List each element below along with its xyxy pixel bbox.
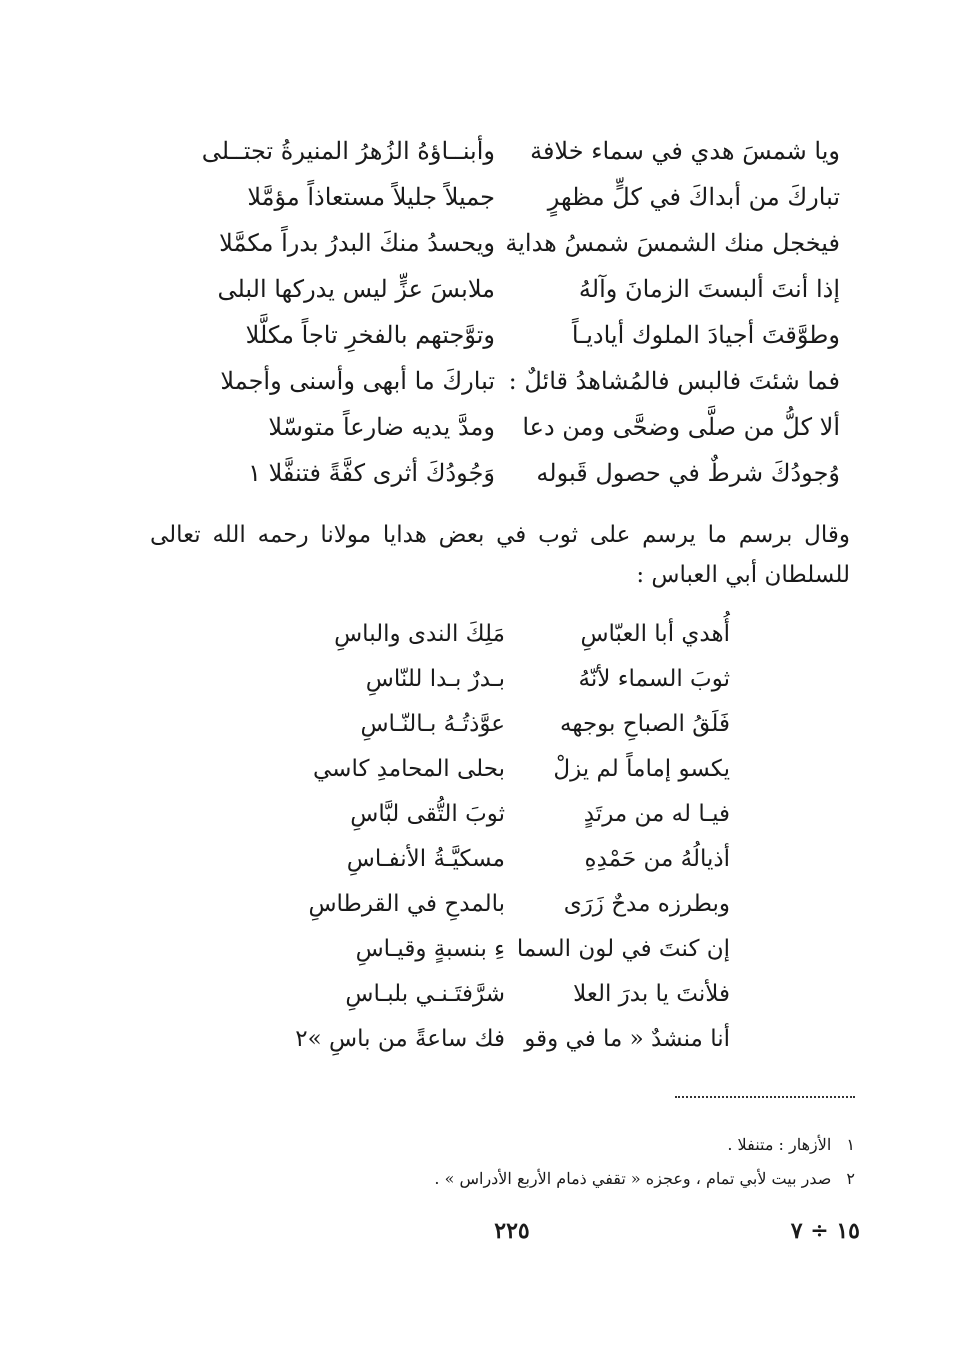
verse-line xyxy=(290,657,730,702)
verse-second-hemistich: بالمدحِ في القرطاسِ xyxy=(308,891,505,917)
verse-line xyxy=(190,358,840,404)
prose-paragraph xyxy=(150,515,850,595)
verse-line xyxy=(190,312,840,358)
verse-line xyxy=(190,450,840,496)
verse-first-hemistich: أنا منشدٌ « ما في وقو xyxy=(524,1026,730,1052)
page-number: ٢٢٥ xyxy=(494,1218,530,1244)
footnote xyxy=(300,1162,855,1196)
verse-line xyxy=(190,220,840,266)
verse-first-hemistich: وبطرزه مدحٌ زَرَى xyxy=(563,891,730,917)
verse-second-hemistich: جميلاً جليلاً مستعاذاً مؤمَّلا xyxy=(247,183,495,211)
verse-second-hemistich: ثوبَ التُّقى لبَّاسِ xyxy=(350,801,505,827)
verse-second-hemistich: ملابسَ عزٍّ ليس يدركها البلى xyxy=(217,275,495,303)
verse-first-hemistich: فلأنتَ يا بدرَ العلا xyxy=(573,981,730,1007)
verse-line xyxy=(190,266,840,312)
footnote-number: ٢ xyxy=(846,1169,855,1188)
verse-first-hemistich: أذيالُهُ من حَمْدِهِ xyxy=(584,846,730,872)
footnote xyxy=(300,1128,855,1162)
verse-second-hemistich: بـدرٌ بـدا للنّاسِ xyxy=(365,666,505,692)
verse-line xyxy=(290,612,730,657)
verse-first-hemistich: إن كنتَ في لون السما xyxy=(516,936,730,962)
verse-second-hemistich: بحلى المحامدِ كاسي xyxy=(313,756,505,782)
verse-first-hemistich: أُهدي أبا العبّاسِ xyxy=(580,621,730,647)
verse-first-hemistich: وُجودُكَ شرطٌ في حصول قَبوله xyxy=(536,459,840,487)
verse-second-hemistich: ويحسدُ منكَ البدرُ بدراً مكمَّلا xyxy=(219,229,495,257)
verse-line xyxy=(190,404,840,450)
verse-second-hemistich: فك ساعةً من باسِ »٢ xyxy=(295,1026,505,1052)
verse-second-hemistich: مسكيَّـةُ الأنفـاسِ xyxy=(346,846,505,872)
verse-line xyxy=(190,128,840,174)
verse-line xyxy=(290,1017,730,1062)
signature-mark: ١٥ ÷ ٧ xyxy=(790,1218,860,1244)
footnote-text: صدر بيت لأبي تمام ، وعجزه « تقفي ذمام الأربع الأدراس » . xyxy=(434,1169,832,1188)
verse-second-hemistich: ءِ بنسبةٍ وقيـاسِ xyxy=(355,936,505,962)
verse-second-hemistich: ومدَّ يديه ضارعاً متوسّلا xyxy=(268,413,495,441)
verse-second-hemistich: وأبنــاؤهُ الزُهرُ المنيرةُ تجتــلى xyxy=(201,137,495,165)
verse-second-hemistich: وَجُودُكَ أثرى كفَّةً فتنفَّلا ١ xyxy=(248,459,495,487)
verse-first-hemistich: فَلَقُ الصباحِ بوجهه xyxy=(560,711,730,737)
prose-text: وقال برسم ما يرسم على ثوب في بعض هدايا مولانا رحمه الله تعالى للسلطان أبي العباس : xyxy=(150,522,850,588)
verse-first-hemistich: فيخجل منك الشمسَ شمسُ هداية xyxy=(505,229,840,257)
verse-line xyxy=(190,174,840,220)
verse-line xyxy=(290,837,730,882)
footnote-text: الأزهار : متنفلا . xyxy=(727,1135,832,1154)
verse-second-hemistich: شرَّفتَـنـي بلبـاسِ xyxy=(345,981,505,1007)
verse-first-hemistich: تباركَ من أبداكَ في كلٍّ مظهرٍ xyxy=(547,183,840,211)
verse-first-hemistich: ويا شمسَ هدي في سماء خلافة xyxy=(530,137,840,165)
footnote-number: ١ xyxy=(846,1135,855,1154)
verse-first-hemistich: ألا كلُّ من صلَّى وضحَّى ومن دعا xyxy=(522,413,840,441)
verse-second-hemistich: عوَّذتُـهُ بـالنّـاسِ xyxy=(360,711,505,737)
verse-first-hemistich: فما شئتَ فالبس فالمُشاهدُ قائلٌ : xyxy=(508,367,840,395)
footnotes xyxy=(300,1128,855,1196)
verse-line xyxy=(290,792,730,837)
verse-line xyxy=(290,882,730,927)
verse-second-hemistich: وتوَّجتهم بالفخرِ تاجاً مكلَّلا xyxy=(245,321,495,349)
verse-first-hemistich: وطوَّقتَ أجيادَ الملوك أياديـاً xyxy=(571,321,840,349)
verse-first-hemistich: فيـا له من مرتَدٍ xyxy=(583,801,730,827)
verse-line xyxy=(290,702,730,747)
verse-second-hemistich: تباركَ ما أبهى وأسنى وأجملا xyxy=(220,367,495,395)
poem-upper xyxy=(190,128,840,498)
footnote-divider xyxy=(675,1096,855,1098)
verse-first-hemistich: إذا أنتَ ألبستَ الزمانَ وآلهُ xyxy=(578,275,840,303)
poem-lower xyxy=(290,612,730,1062)
verse-first-hemistich: يكسو إماماً لم يزلْ xyxy=(553,756,730,782)
verse-line xyxy=(290,927,730,972)
verse-first-hemistich: ثوبَ السماء لأنّهُ xyxy=(578,666,730,692)
verse-second-hemistich: مَلِكَ الندى والباسِ xyxy=(334,621,505,647)
verse-line xyxy=(290,972,730,1017)
verse-line xyxy=(290,747,730,792)
